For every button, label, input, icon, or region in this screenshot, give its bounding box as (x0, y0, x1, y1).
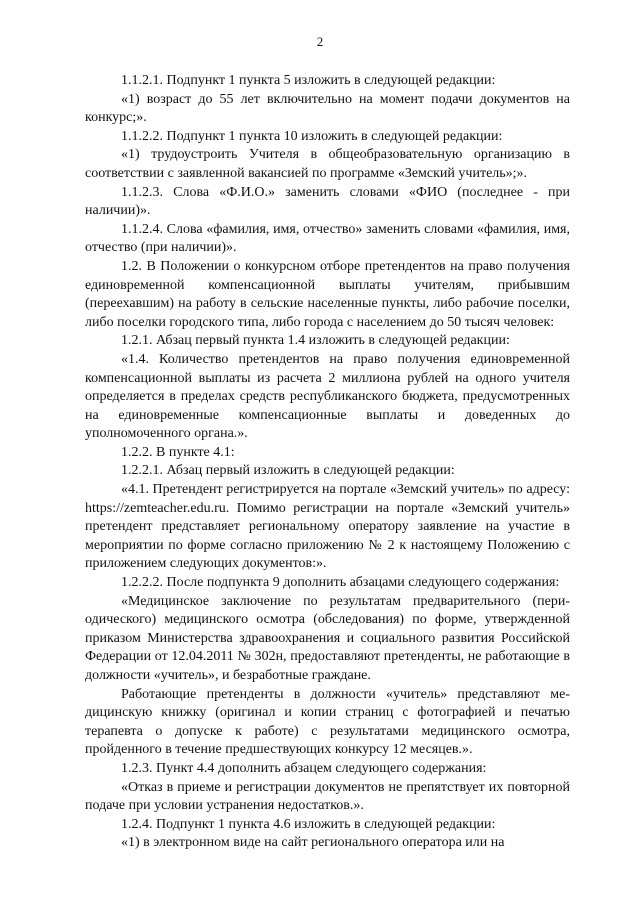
page-number: 2 (316, 34, 324, 49)
document-body (85, 72, 570, 853)
paragraph: 1.2. В Положении о конкурсном отборе претендентов на право получения единовременной компенсационной выплаты учителям, прибывшим (переехавшим) на работу в сельские населенные пункты, либо рабочие поселки, либо поселки городского типа, либо города с населением до 50 тысяч человек: (85, 258, 570, 330)
paragraph: 1.1.2.1. Подпункт 1 пункта 5 изложить в следующей редакции: (121, 73, 496, 88)
paragraph: 1.1.2.4. Слова «фамилия, имя, отчество» заменить словами «фамилия, имя, отчество (при наличии)». (85, 221, 570, 256)
paragraph: «1) трудоустроить Учителя в общеобразовательную организацию в соответствии с заявленной вакансией по программе «Земский учитель»;». (85, 147, 570, 181)
paragraph: 1.2.1. Абзац первый пункта 1.4 изложить в следующей редакции: (121, 333, 510, 349)
paragraph: «4.1. Претендент регистрируется на портале «Земский учитель» по адресу: https://zemteacher.edu.ru. Помимо регистрации на портале «Земский учитель» претендент представляет региональному оператору заявление на участие в мероприятии по форме согласно приложению № 2 к настоящему Положению с приложением следующих документов:». (85, 482, 570, 572)
paragraph: Работающие претенденты в должности «учитель» представляют медицинскую книжку (оригинал и копии страниц с фотографией и печатью терапевта о допуске к работе) с результатами медицинского осмотра, пройденного в течение предшествующих конкурсу 12 месяцев.». (85, 686, 570, 758)
paragraph: «1) возраст до 55 лет включительно на момент подачи документов на конкурс;». (85, 91, 570, 126)
paragraph: 1.1.2.2. Подпункт 1 пункта 10 изложить в следующей редакции: (121, 128, 503, 144)
paragraph: «1) в электронном виде на сайт регионального оператора или на (121, 835, 505, 851)
paragraph: «Медицинское заключение по результатам предварительного (периодического) медицинского осмотра (обследования) по форме, утвержденной приказом Министерства здравоохранения и социального развития Российской Федерации от 12.04.2011 № 302н, предоставляют претенденты, не работающие в должности «учитель», и безработные граждане. (85, 593, 570, 683)
paragraph: 1.2.2. В пункте 4.1: (121, 444, 235, 460)
paragraph: 1.2.4. Подпункт 1 пункта 4.6 изложить в следующей редакции: (121, 816, 496, 832)
paragraph: 1.1.2.3. Слова «Ф.И.О.» заменить словами «ФИО (последнее - при наличии)». (85, 184, 570, 219)
paragraph: «Отказ в приеме и регистрации документов не препятствует их повторной подаче при условии устранения недостатков.». (85, 779, 570, 814)
paragraph: 1.2.2.2. После подпункта 9 дополнить абзацами следующего содержания: (121, 575, 560, 591)
paragraph: 1.2.2.1. Абзац первый изложить в следующей редакции: (121, 463, 455, 479)
paragraph: «1.4. Количество претендентов на право получения единовременной компенсационной выплаты из расчета 2 миллиона рублей на одного учителя определяется в пределах средств республиканского бюджета, предусмотренных на единовременные компенсационные выплаты и доведенных до уполномоченного органа.». (85, 351, 570, 442)
paragraph: 1.2.3. Пункт 4.4 дополнить абзацем следующего содержания: (121, 760, 487, 776)
